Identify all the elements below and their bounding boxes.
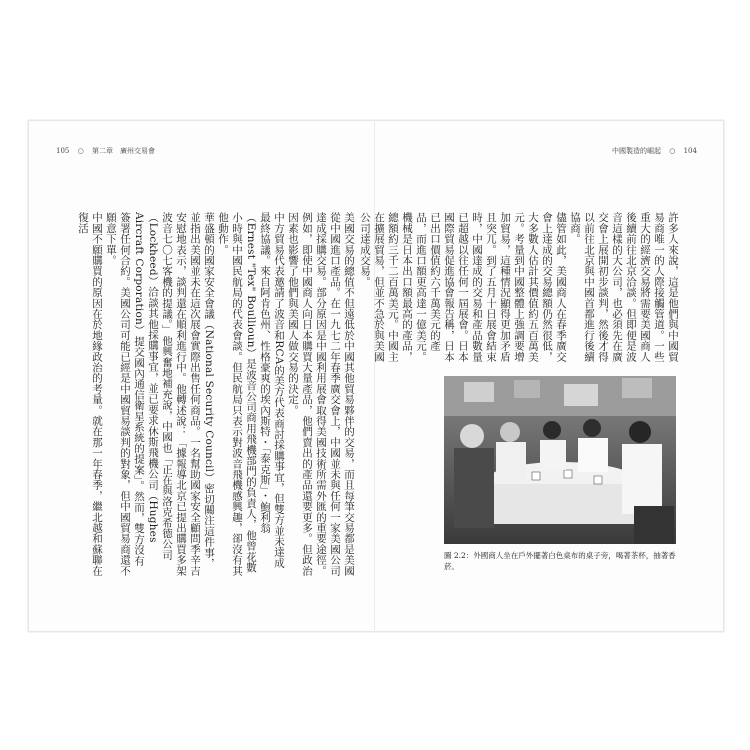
left-chapter-title: 第二章 廣州交易會 xyxy=(91,147,155,155)
right-paragraph-1: 許多人來說，這是他們與中國貿易商唯一的人際接觸管道。一些重大的經濟交易將需要美國商人後續前往北京洽談。但即便是波音這樣的大公司，也必須先在廣交會上展開初步談判，然後才得以前往北京與中國首都進行後續協商。 xyxy=(569,212,679,362)
left-paragraph-2: 中方貿易代表邀請了波音和RCA的美方代表商討採購事宜，但雙方並未達成最終協議。來自阿肯色州、性格豪爽的埃內斯特・「泰克斯」・鮑利翁（Ernest "Tex" Boullioun）是波音公司商用飛機部門的負責人，他曾花數小時與中國民航局的代表會談。但民航局只表示對波音飛機感興趣，卻沒有其他動作。 xyxy=(217,212,285,576)
left-paragraph-3: 華盛頓的國家安全會議（National Security Council）密切關注這件事，並指出美國並未在這次展會實際出售任何商品。一名幫助國家安全顧問季辛吉安慰地表示，談判還在順利進行中。他轉述說：「據報導北京已提出購買多架波音七〇七客機的提議。」他興奮地補充說，中國也「正在與洛克希德公司（Lockheed）洽談其他採購事宜，並已要求休斯飛機公司（Hughes Aircraft Corporation）提交國內通信衛星系統的提案」。然而，雙方沒有簽署任何合約。美國公司可能已經是中國貿易談判的對象，但中國貿易商還不願意下單。 xyxy=(105,212,215,576)
right-paragraph-3: 機械是日本出口額最高的產品，總額約三千二百萬美元。中國主在擴展貿易，但並不急於與美國公司達成交易。 xyxy=(359,212,413,362)
right-page-text xyxy=(359,212,680,362)
left-page-text xyxy=(66,212,356,576)
right-book-title: 中國製造的崛起 xyxy=(612,147,661,155)
figure-caption: 圖 2.2：外國商人坐在戶外擺著白色桌布的桌子旁，喝著茶杯，抽著香菸。 xyxy=(444,551,676,571)
photo-illustration xyxy=(444,376,676,544)
left-paragraph-1: 美國交易的總值不但遠低於中國其他貿易夥伴的交易，而且每筆交易都是美國從中國進口產品。在一九七二年春季廣交會上，中國並未與任何一家美國公司達成採購交易。部分原因是中國利用展會取得美國技術所需外匯的重要途徑。例如，即使中國商人向日本購買大量產品，他們賣出的產品還要更多。但政治因素也影響了他們與美國人做交易的決定。 xyxy=(287,212,355,576)
left-paragraph-4: 中國不願購買的原因在於地緣政治的考量。就在那一年春季，繼北越和蘇聯在復活 xyxy=(77,212,103,576)
right-paragraph-2: 儘管如此，美國商人在春季廣交會上達成的交易總額仍然很低，大多數人估計其價值約五百萬美元。考量到中國整體上強調要增加貿易，這種情況顯得更加矛盾且突兀。到了五月十日展會結束時，中國達成的交易和產品數量已超越以往任何一屆展會。日本國際貿易促進協會報告稱，日本已出口價值約六千萬美元的產品，而進口額更高達一億美元。 xyxy=(415,212,567,362)
left-running-head: 105 ○ 第二章 廣州交易會 xyxy=(56,147,155,155)
right-running-head: 中國製造的崛起 ○ 104 xyxy=(612,147,697,155)
figure-photo xyxy=(444,376,676,544)
left-page-number: 105 xyxy=(56,147,70,155)
page-gutter xyxy=(374,120,375,630)
right-page-number: 104 xyxy=(683,147,697,155)
